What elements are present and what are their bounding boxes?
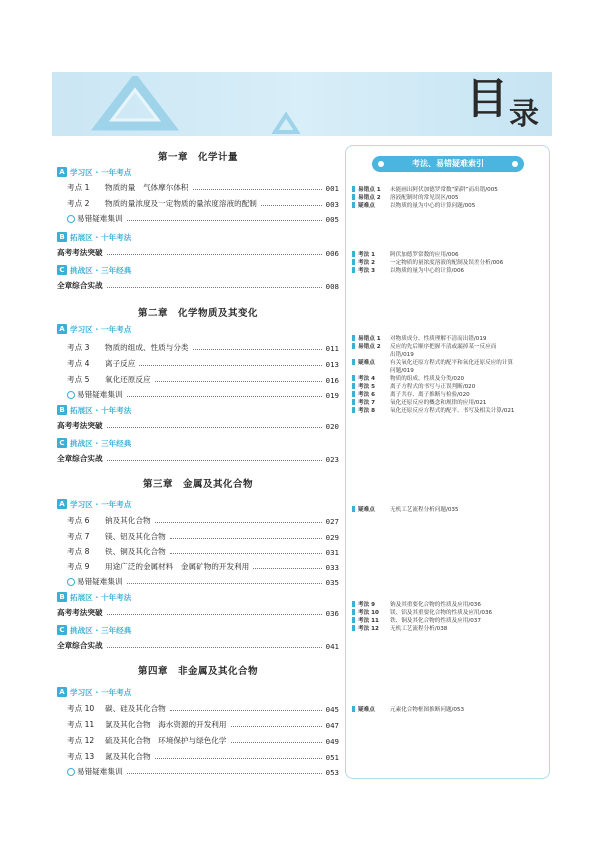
badge-a: A: [57, 499, 67, 509]
extension-zone-heading: B 拓展区 · 十年考法: [57, 231, 131, 243]
index-entry: 易错点 1 对物质成分、性质理解不清而出错/019: [352, 335, 542, 343]
index-entry: 考法 8 氧化还原反应方程式的配平、书写及相关计算/021: [352, 407, 542, 415]
index-group-2: [352, 251, 542, 275]
index-entry: 考法 9 钠及其重要化合物的性质及应用/036: [352, 601, 542, 609]
index-entry: 考法 7 氧化还原反应的概念和规律的应用/021: [352, 399, 542, 407]
toc-entry[interactable]: 全章综合实战 041: [57, 641, 339, 651]
toc-entry[interactable]: 考点 2 物质的量浓度及一定物质的量浓度溶液的配制 003: [67, 199, 339, 209]
toc-entry[interactable]: 考点 11 氯及其化合物 海水资源的开发利用 047: [67, 720, 339, 730]
chapter-2-title: 第二章 化学物质及其变化: [137, 308, 258, 319]
badge-a: A: [57, 167, 67, 177]
challenge-zone-heading: C 挑战区 · 三年经典: [57, 624, 131, 636]
study-zone-heading: A 学习区 · 一年考点: [57, 166, 131, 178]
chapter-3-title: 第三章 金属及其化合物: [142, 479, 253, 490]
circle-icon: [67, 215, 75, 223]
chapter-4-title: 第四章 非金属及其化合物: [137, 666, 258, 677]
toc-entry[interactable]: 考点 10 碳、硅及其化合物 045: [67, 704, 339, 714]
extension-zone-heading: B 拓展区 · 十年考法: [57, 404, 131, 416]
badge-a: A: [57, 687, 67, 697]
index-entry: 考法 10 镁、铝及其重要化合物的性质及应用/036: [352, 609, 542, 617]
badge-b: B: [57, 232, 67, 242]
challenge-zone-heading: C 挑战区 · 三年经典: [57, 264, 131, 276]
title-char-mu: 目: [466, 74, 509, 123]
toc-entry[interactable]: 考点 9 用途广泛的金属材料 金属矿物的开发利用 033: [67, 562, 339, 572]
index-entry: 考法 11 铁、铜及其化合物的性质及应用/037: [352, 617, 542, 625]
penrose-triangle-graphic: [90, 76, 180, 136]
badge-a: A: [57, 324, 67, 334]
badge-c: C: [57, 265, 67, 275]
index-entry: 考法 6 离子共存、离子推断与检验/020: [352, 391, 542, 399]
index-group-6: [352, 706, 542, 714]
toc-entry[interactable]: 考点 6 钠及其化合物 027: [67, 516, 339, 526]
toc-entry[interactable]: 考点 13 氮及其化合物 051: [67, 752, 339, 762]
index-group-4: [352, 506, 542, 514]
index-entry: 疑难点 有关氧化还原方程式的配平和氧化还原反应的计算 问题/019: [352, 359, 542, 375]
toc-entry[interactable]: 高考考法突破 020: [57, 421, 339, 431]
badge-c: C: [57, 625, 67, 635]
index-entry: 易错点 2 溶液配制时的常见误区/005: [352, 194, 542, 202]
index-panel: [345, 145, 550, 779]
circle-icon: [67, 391, 75, 399]
badge-b: B: [57, 592, 67, 602]
toc-entry-errors[interactable]: 易错疑难集训 053: [57, 765, 339, 777]
index-entry: 疑难点 无机工艺流程分析问题/035: [352, 506, 542, 514]
toc-entry-errors[interactable]: 易错疑难集训 035: [57, 575, 339, 587]
toc-entry[interactable]: 考点 1 物质的量 气体摩尔体积 001: [67, 183, 339, 193]
badge-b: B: [57, 405, 67, 415]
toc-entry-errors[interactable]: 易错疑难集训 005: [57, 212, 339, 224]
toc-entry[interactable]: 全章综合实战 023: [57, 454, 339, 464]
toc-entry[interactable]: 考点 7 镁、铝及其化合物 029: [67, 532, 339, 542]
chapter-1-title: 第一章 化学计量: [157, 152, 238, 163]
index-heading: 考法、易错疑难索引: [372, 156, 524, 172]
toc-entry[interactable]: 高考考法突破 006: [57, 248, 339, 258]
index-entry: 考法 4 物质的组成、性质及分类/020: [352, 375, 542, 383]
study-zone-heading: A 学习区 · 一年考点: [57, 323, 131, 335]
index-group-5: [352, 601, 542, 633]
toc-entry[interactable]: 高考考法突破 036: [57, 608, 339, 618]
index-entry: 考法 3 以物质的量为中心的计算/006: [352, 267, 542, 275]
toc-entry[interactable]: 考点 8 铁、铜及其化合物 031: [67, 547, 339, 557]
index-entry: 考法 5 离子方程式的书写与正误判断/020: [352, 383, 542, 391]
index-entry: 考法 2 一定物质的量浓度溶液的配制及误差分析/006: [352, 259, 542, 267]
study-zone-heading: A 学习区 · 一年考点: [57, 686, 131, 698]
index-entry: 易错点 1 未能画出阿伏加德罗常数“陷阱”而出错/005: [352, 186, 542, 194]
index-entry: 疑难点 以物质的量为中心的计算问题/005: [352, 202, 542, 210]
badge-c: C: [57, 438, 67, 448]
challenge-zone-heading: C 挑战区 · 三年经典: [57, 437, 131, 449]
toc-entry[interactable]: 全章综合实战 008: [57, 281, 339, 291]
circle-icon: [67, 768, 75, 776]
index-entry: 考法 12 无机工艺流程分析/038: [352, 625, 542, 633]
toc-entry[interactable]: 考点 4 离子反应 013: [67, 359, 339, 369]
title-char-lu: 录: [509, 97, 539, 132]
circle-icon: [67, 578, 75, 586]
toc-entry[interactable]: 考点 5 氧化还原反应 016: [67, 375, 339, 385]
small-triangle-graphic: [272, 112, 300, 136]
index-entry: 易错点 2 反应的先后顺序把握不清或漏掉某一反应而 出错/019: [352, 343, 542, 359]
extension-zone-heading: B 拓展区 · 十年考法: [57, 591, 131, 603]
toc-entry-errors[interactable]: 易错疑难集训 019: [57, 388, 339, 400]
study-zone-heading: A 学习区 · 一年考点: [57, 498, 131, 510]
toc-entry[interactable]: 考点 12 硫及其化合物 环境保护与绿色化学 049: [67, 736, 339, 746]
index-group-1: [352, 186, 542, 210]
page-title: [466, 76, 556, 136]
toc-entry[interactable]: 考点 3 物质的组成、性质与分类 011: [67, 343, 339, 353]
index-group-3: [352, 335, 542, 415]
index-entry: 疑难点 元素化合物框图推断问题/053: [352, 706, 542, 714]
index-entry: 考法 1 阿伏加德罗常数的应用/006: [352, 251, 542, 259]
